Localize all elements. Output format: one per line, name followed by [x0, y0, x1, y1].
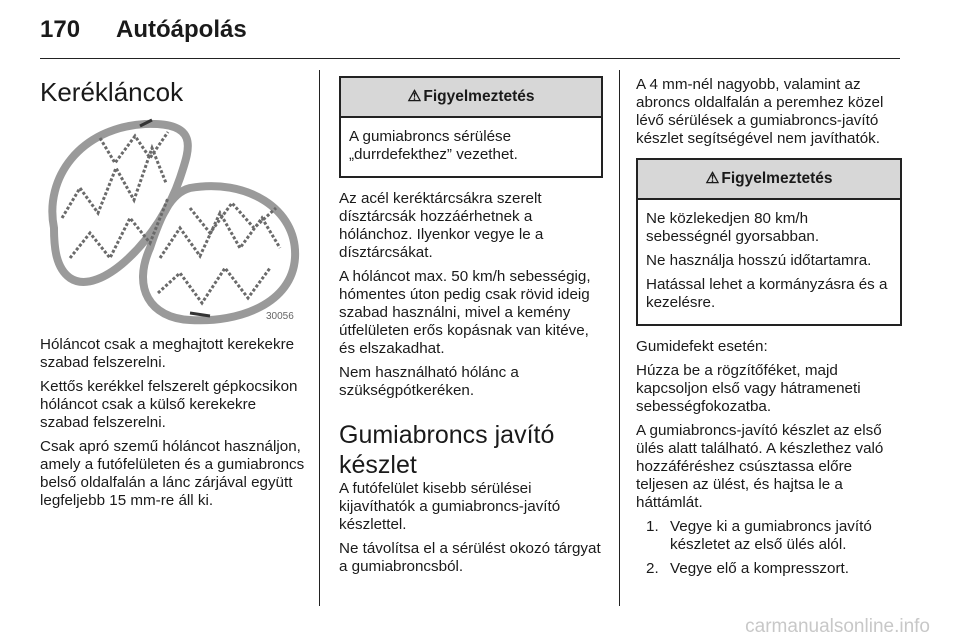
warning-heading-text: Figyelmeztetés: [721, 170, 833, 187]
figure-number: 30056: [266, 311, 294, 322]
column-divider: [619, 70, 620, 606]
paragraph: A gumiabroncs-javító készlet az első ülés alatt található. A készlethez való hozzáféréshez csúsztassa előre teljesen az ülést, és hajtsa le a háttámlát.: [636, 422, 884, 511]
paragraph: Kettős kerékkel felszerelt gépkocsikon hóláncot csak a külső kerekekre szabad felszerelni.: [40, 378, 298, 431]
column-1-text: [40, 336, 306, 516]
paragraph: Húzza be a rögzítőféket, majd kapcsoljon első vagy hátrameneti sebességfokozatba.: [636, 362, 861, 415]
header-rule: [40, 58, 900, 59]
page-title: Kerékláncok: [40, 77, 184, 107]
paragraph: Csak apró szemű hóláncot használjon, amely a futófelületen és a gumiabroncs belső oldalfalán a lánc zárjával együtt legfeljebb 15 mm-re áll ki.: [40, 438, 305, 509]
warning-box: [636, 158, 902, 326]
column-2: [339, 76, 603, 582]
watermark: carmanualsonline.info: [745, 616, 930, 637]
warning-box: [339, 76, 603, 178]
paragraph: Gumidefekt esetén:: [636, 338, 768, 355]
step-list: [636, 518, 902, 578]
warning-heading: [638, 160, 900, 200]
section-heading: Gumiabroncs javító készlet: [339, 421, 555, 479]
section-title: Autóápolás: [116, 16, 247, 43]
warning-triangle-icon: ⚠: [705, 170, 720, 187]
column-divider: [319, 70, 320, 606]
warning-heading-text: Figyelmeztetés: [423, 88, 535, 105]
warning-text: Hatással lehet a kormányzásra és a kezelésre.: [646, 276, 888, 311]
warning-body: [341, 118, 601, 176]
step-text: Vegye elő a kompresszort.: [670, 560, 849, 577]
paragraph: A hóláncot max. 50 km/h sebességig, hómentes úton pedig csak rövid ideig szabad használni, mivel a kemény útfelületen erős kopásnak van kitéve, és elszakadhat.: [339, 268, 591, 357]
warning-heading: [341, 78, 601, 118]
page-number: 170: [40, 16, 81, 43]
column-1: [40, 76, 306, 108]
list-item: [646, 518, 902, 554]
warning-body: [638, 200, 900, 324]
paragraph: A 4 mm-nél nagyobb, valamint az abroncs oldalfalán a peremhez közel lévő sérülések a gumiabroncs-javító készlet segítségével nem javíthatók.: [636, 76, 884, 147]
step-number: 2.: [646, 560, 659, 577]
step-number: 1.: [646, 518, 659, 535]
paragraph: Nem használható hólánc a szükségpótkeréken.: [339, 364, 519, 399]
paragraph: A futófelület kisebb sérülései kijavíthatók a gumiabroncs-javító készlettel.: [339, 480, 561, 533]
warning-text: Ne használja hosszú időtartamra.: [646, 252, 872, 269]
snow-chain-illustration: [40, 108, 304, 328]
column-3: [636, 76, 902, 584]
warning-text: Ne közlekedjen 80 km/h sebességnél gyorsabban.: [646, 210, 820, 245]
list-item: [646, 560, 902, 578]
paragraph: Hóláncot csak a meghajtott kerekekre szabad felszerelni.: [40, 336, 295, 371]
paragraph: Az acél keréktárcsákra szerelt dísztárcsák hozzáérhetnek a hólánchoz. Ilyenkor vegye le a dísztárcsákat.: [339, 190, 544, 261]
paragraph: Ne távolítsa el a sérülést okozó tárgyat a gumiabroncsból.: [339, 540, 601, 575]
warning-text: A gumiabroncs sérülése „durrdefekthez” vezethet.: [349, 128, 518, 163]
warning-triangle-icon: ⚠: [407, 88, 422, 105]
step-text: Vegye ki a gumiabroncs javító készletet az első ülés alól.: [670, 518, 872, 553]
